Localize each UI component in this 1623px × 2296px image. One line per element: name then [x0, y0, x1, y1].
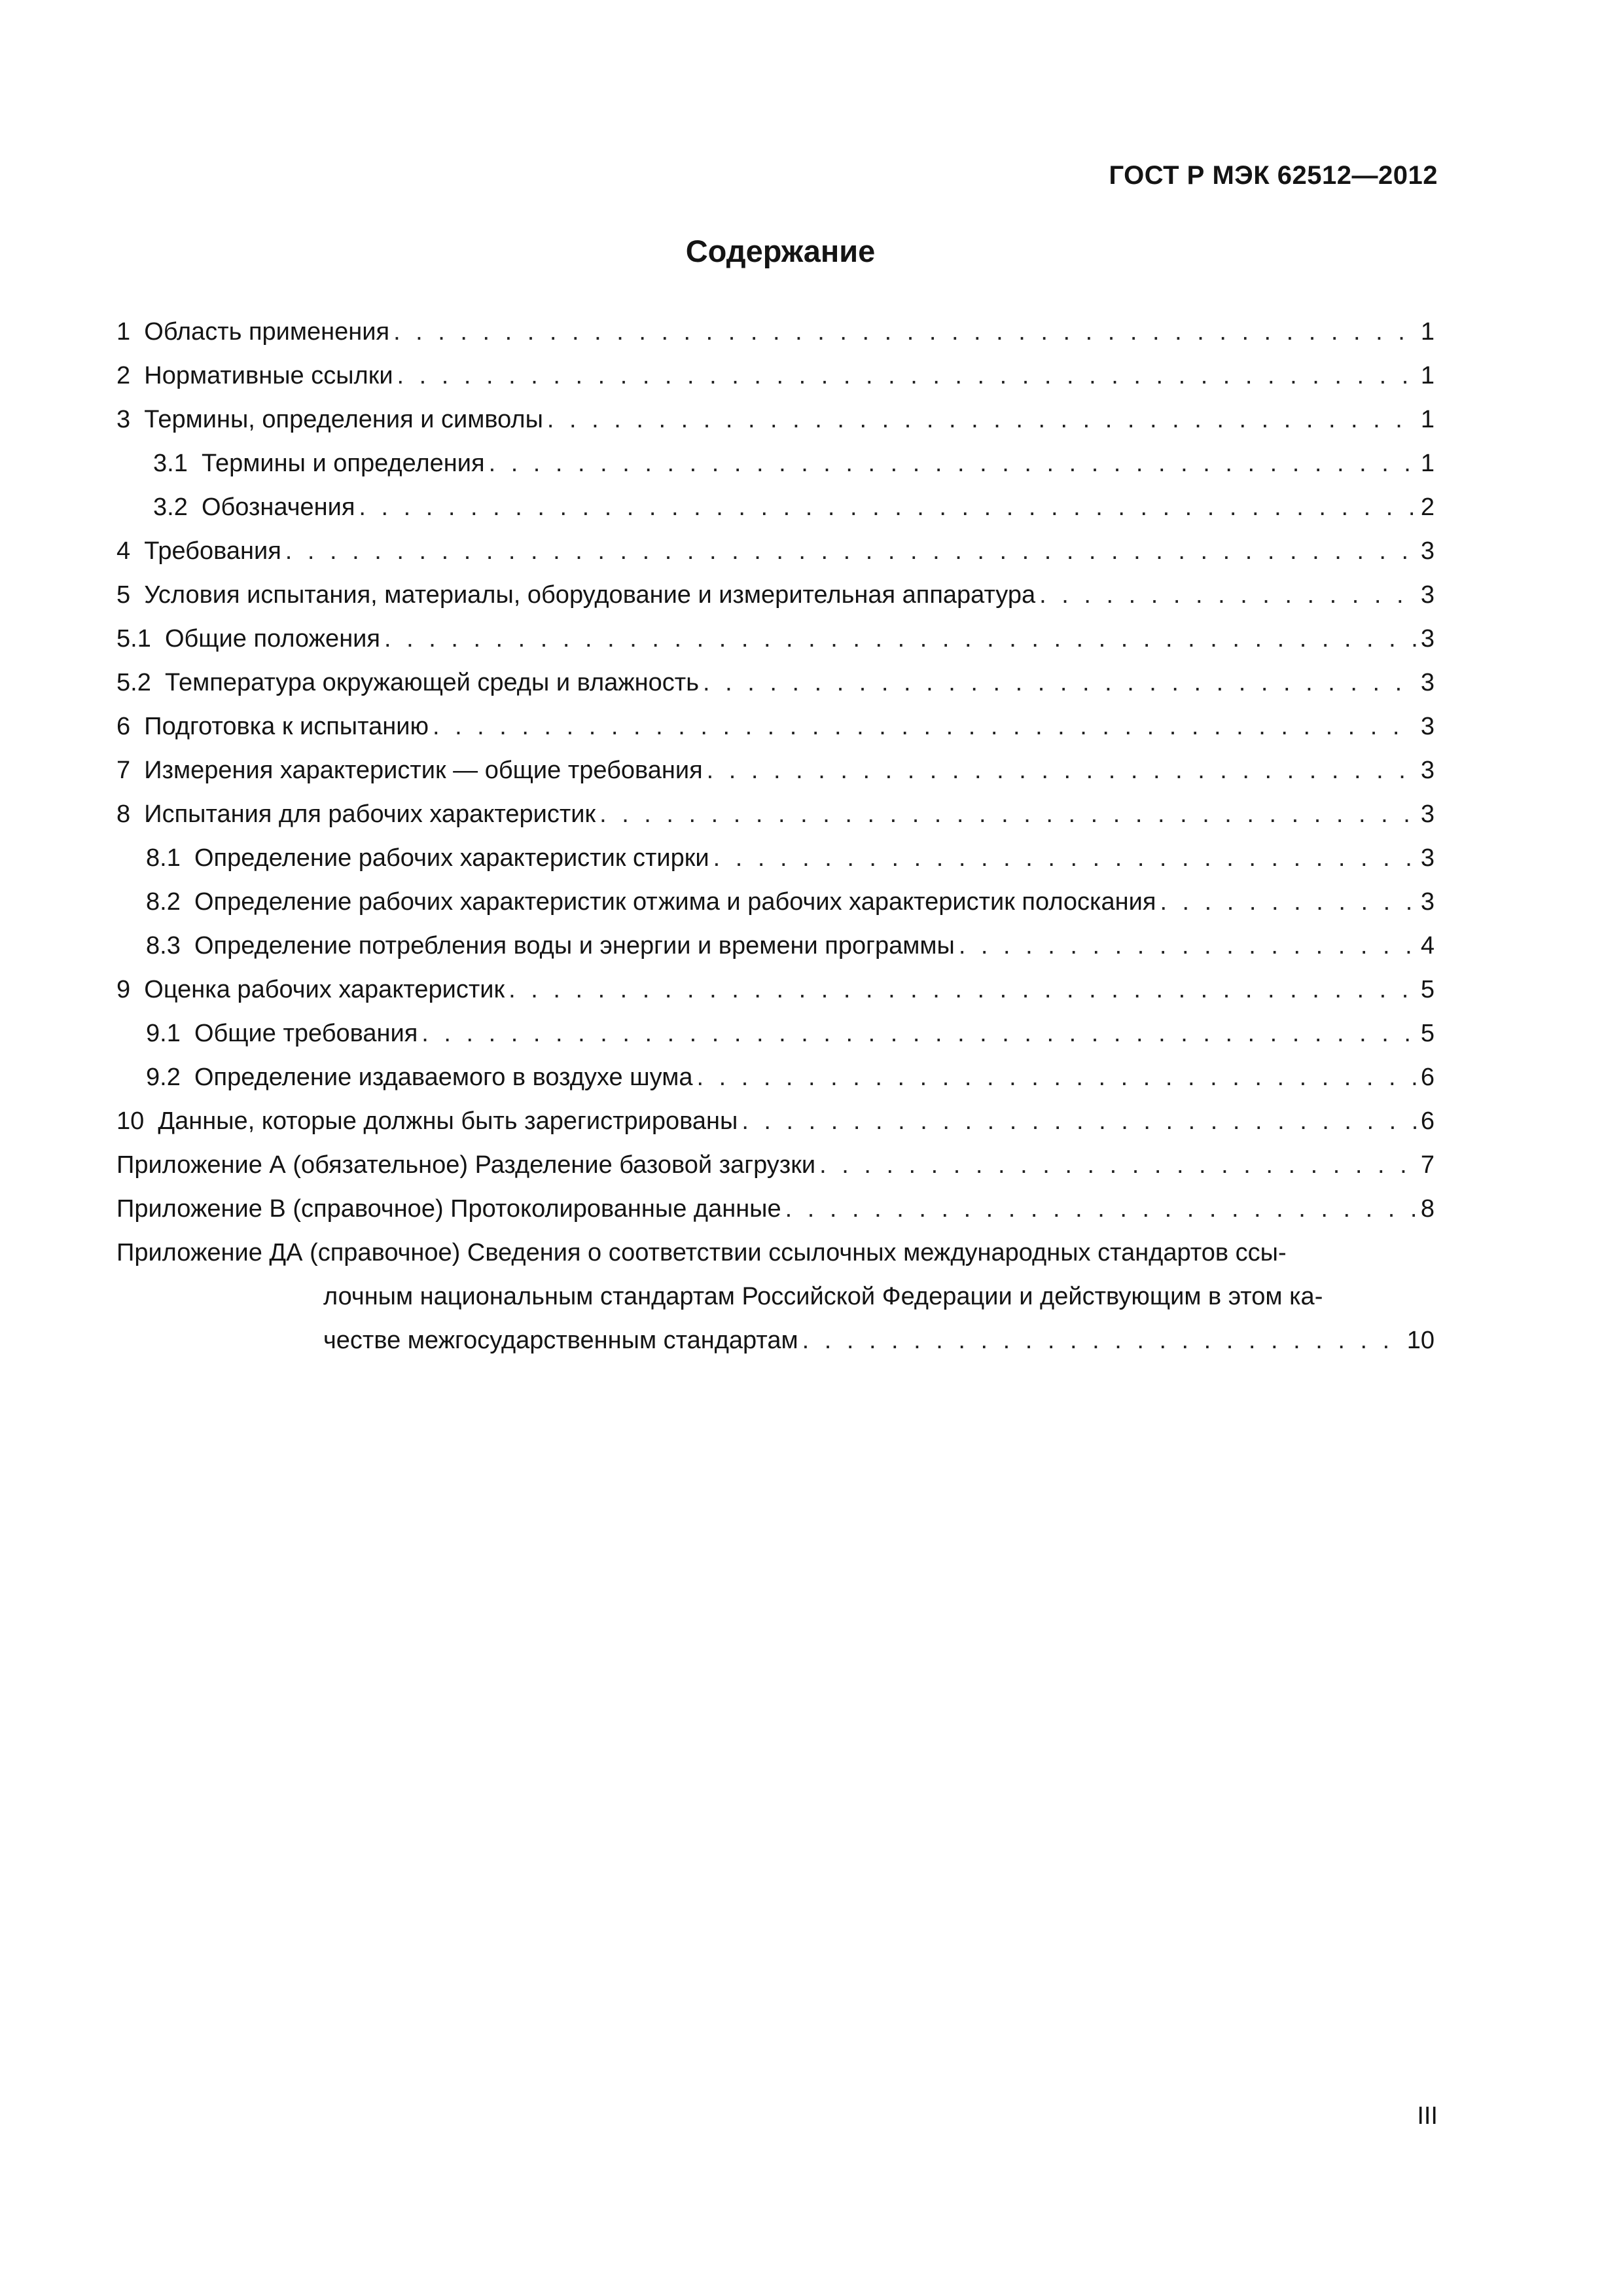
toc-entry-page: 8	[1420, 1195, 1435, 1223]
toc-leader-dots	[703, 661, 1417, 705]
toc-entry-page: 3	[1420, 888, 1435, 916]
toc-entry-page: 3	[1420, 757, 1435, 784]
toc-entry[interactable]	[116, 617, 1435, 661]
toc-entry[interactable]	[116, 529, 1435, 573]
toc-entry-label-line	[116, 1231, 1435, 1275]
toc-entry[interactable]	[116, 749, 1435, 793]
toc-entry[interactable]	[116, 1100, 1435, 1143]
toc-entry-label: Оценка рабочих характеристик	[144, 976, 505, 1003]
toc-entry-label: Условия испытания, материалы, оборудование и измерительная аппаратура	[144, 581, 1036, 609]
toc-leader-dots	[785, 1187, 1417, 1231]
toc-entry-number: 5.1	[116, 625, 151, 653]
toc-title: Содержание	[685, 234, 876, 268]
toc-entry-number: 3.2	[153, 493, 188, 521]
toc-leader-dots	[819, 1143, 1417, 1187]
toc-leader-dots	[802, 1319, 1403, 1363]
toc-entry-page: 6	[1420, 1107, 1435, 1135]
toc-entry-label: Определение издаваемого в воздухе шума	[194, 1064, 693, 1091]
toc-entry[interactable]	[116, 705, 1435, 749]
toc-entry-annex[interactable]	[116, 1231, 1435, 1363]
toc-entry[interactable]	[116, 880, 1435, 924]
toc-leader-dots	[359, 486, 1416, 529]
toc-entry-number: 5.2	[116, 669, 151, 696]
toc-entry-label: Общие положения	[164, 625, 380, 653]
toc-leader-dots	[1160, 880, 1416, 924]
toc-entry[interactable]	[116, 836, 1435, 880]
toc-entry-page: 5	[1420, 976, 1435, 1003]
toc-entry[interactable]	[116, 968, 1435, 1012]
toc-entry-number: 5	[116, 581, 131, 609]
toc-leader-dots	[489, 442, 1417, 486]
toc-leader-dots	[393, 310, 1417, 354]
toc-entry-number: 1	[116, 318, 131, 346]
toc-entry-page: 10	[1406, 1327, 1435, 1354]
toc-entry[interactable]	[116, 486, 1435, 529]
toc-entry-number: 10	[116, 1107, 145, 1135]
toc-entry-number: 9.2	[146, 1064, 181, 1091]
toc-entry-label: Данные, которые должны быть зарегистрированы	[158, 1107, 738, 1135]
toc-entry-label: Определение рабочих характеристик отжима и рабочих характеристик полоскания	[194, 888, 1156, 916]
toc-leader-dots	[547, 398, 1417, 442]
toc-entry-label: Испытания для рабочих характеристик	[144, 800, 596, 828]
toc-entry[interactable]	[116, 924, 1435, 968]
toc-entry-label: Требования	[144, 537, 281, 565]
toc-leader-dots	[696, 1056, 1416, 1100]
toc-entry-number: 3.1	[153, 450, 188, 477]
table-of-contents	[116, 310, 1435, 1363]
toc-entry-label: Определение потребления воды и энергии и времени программы	[194, 932, 955, 960]
toc-leader-dots	[959, 924, 1417, 968]
toc-entry-page: 3	[1420, 537, 1435, 565]
toc-entry-number: 3	[116, 406, 131, 433]
toc-entry-label: Общие требования	[194, 1020, 418, 1047]
toc-entry-label-line	[116, 1319, 1435, 1363]
toc-entry-annex[interactable]	[116, 1187, 1435, 1231]
toc-entry-page: 3	[1420, 800, 1435, 828]
toc-leader-dots	[508, 968, 1417, 1012]
toc-entry-page: 1	[1420, 406, 1435, 433]
toc-leader-dots	[707, 749, 1417, 793]
toc-entry-number: 4	[116, 537, 131, 565]
toc-entry-label: Нормативные ссылки	[144, 362, 393, 389]
toc-entry-number: 8.3	[146, 932, 181, 960]
toc-leader-dots	[599, 793, 1417, 836]
toc-entry-label: Измерения характеристик — общие требования	[144, 757, 703, 784]
toc-entry[interactable]	[116, 661, 1435, 705]
toc-leader-dots	[285, 529, 1417, 573]
toc-entry-number: 8	[116, 800, 131, 828]
toc-entry[interactable]	[116, 573, 1435, 617]
toc-entry-number: 6	[116, 713, 131, 740]
toc-entry-label-line	[116, 1275, 1435, 1319]
toc-entry-label: Термины и определения	[201, 450, 485, 477]
toc-entry-label: Приложение А (обязательное) Разделение базовой загрузки	[116, 1151, 816, 1179]
toc-entry-annex[interactable]	[116, 1143, 1435, 1187]
toc-entry-number: 8.1	[146, 844, 181, 872]
toc-entry-page: 1	[1420, 362, 1435, 389]
toc-leader-dots	[384, 617, 1417, 661]
toc-entry[interactable]	[116, 1056, 1435, 1100]
toc-entry-page: 2	[1420, 493, 1435, 521]
toc-entry-number: 9	[116, 976, 131, 1003]
toc-entry-page: 6	[1420, 1064, 1435, 1091]
document-code: ГОСТ Р МЭК 62512—2012	[1109, 161, 1438, 190]
toc-entry[interactable]	[116, 354, 1435, 398]
toc-entry-label: Подготовка к испытанию	[144, 713, 429, 740]
toc-entry-label: Область применения	[144, 318, 390, 346]
toc-entry-number: 2	[116, 362, 131, 389]
toc-entry-page: 3	[1420, 625, 1435, 653]
toc-entry-label: Приложение ДА (справочное) Сведения о соответствии ссылочных международных стандартов ссы-	[116, 1239, 1287, 1266]
toc-leader-dots	[741, 1100, 1417, 1143]
toc-entry-number: 8.2	[146, 888, 181, 916]
toc-entry-number: 7	[116, 757, 131, 784]
toc-entry-label: Температура окружающей среды и влажность	[164, 669, 699, 696]
toc-leader-dots	[397, 354, 1417, 398]
toc-entry-page: 3	[1420, 581, 1435, 609]
toc-entry-page: 1	[1420, 450, 1435, 477]
toc-leader-dots	[1039, 573, 1417, 617]
toc-entry[interactable]	[116, 310, 1435, 354]
page-number: III	[1417, 2102, 1438, 2130]
toc-leader-dots	[433, 705, 1417, 749]
toc-entry[interactable]	[116, 793, 1435, 836]
toc-leader-dots	[421, 1012, 1417, 1056]
toc-entry[interactable]	[116, 1012, 1435, 1056]
toc-leader-dots	[713, 836, 1417, 880]
toc-entry-number: 9.1	[146, 1020, 181, 1047]
toc-entry-label: Термины, определения и символы	[144, 406, 543, 433]
toc-entry-page: 3	[1420, 844, 1435, 872]
toc-entry-label: честве межгосударственным стандартам	[323, 1327, 798, 1354]
toc-entry[interactable]	[116, 442, 1435, 486]
toc-entry-page: 5	[1420, 1020, 1435, 1047]
toc-entry-page: 1	[1420, 318, 1435, 346]
toc-entry-label: Определение рабочих характеристик стирки	[194, 844, 709, 872]
toc-entry-label: лочным национальным стандартам Российской Федерации и действующим в этом ка-	[323, 1283, 1323, 1310]
toc-entry-label: Обозначения	[201, 493, 355, 521]
toc-entry[interactable]	[116, 398, 1435, 442]
toc-entry-page: 3	[1420, 669, 1435, 696]
toc-entry-page: 7	[1420, 1151, 1435, 1179]
toc-entry-page: 3	[1420, 713, 1435, 740]
toc-entry-page: 4	[1420, 932, 1435, 960]
toc-entry-label: Приложение В (справочное) Протоколированные данные	[116, 1195, 781, 1223]
